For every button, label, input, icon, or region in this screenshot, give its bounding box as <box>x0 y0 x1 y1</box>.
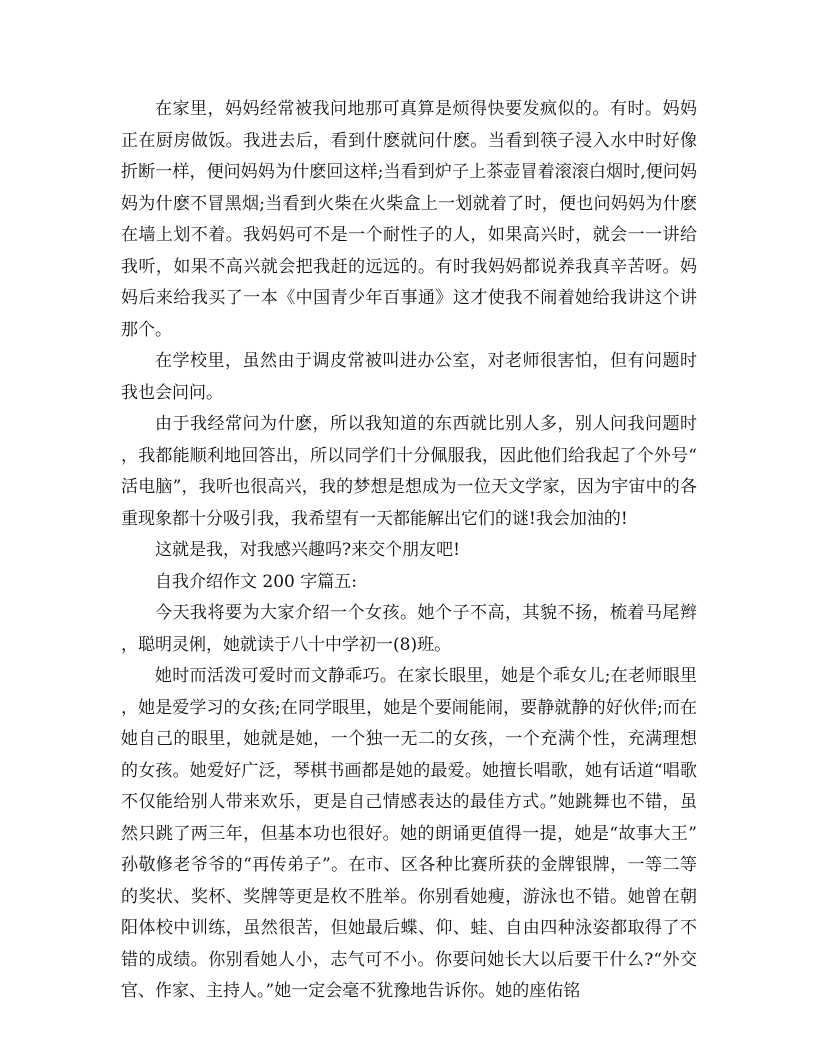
paragraph-girl-description: 她时而活泼可爱时而文静乖巧。在家长眼里，她是个乖女儿;在老师眼里，她是爱学习的女孩;在同学眼里，她是个要闹能闹，要静就静的好伙伴;而在她自己的眼里，她就是她，一个独一无二的女孩，一个充满个性，充满理想的女孩。她爱好广泛，琴棋书画都是她的最爱。她擅长唱歌，她有话道“唱歌不仅能给别人带来欢乐，更是自己情感表达的最佳方式。”她跳舞也不错，虽然只跳了两三年，但基本功也很好。她的朗诵更值得一提，她是“故事大王”孙敬修老爷爷的“再传弟子”。在市、区各种比赛所获的金牌银牌，一等二等的奖状、奖杯、奖牌等更是枚不胜举。你别看她瘦，游泳也不错。她曾在朝阳体校中训练，虽然很苦，但她最后蝶、仰、蛙、自由四种泳姿都取得了不错的成绩。你别看她人小，志气可不小。你要问她长大以后要干什么?“外交官、作家、主持人。”她一定会毫不犹豫地告诉你。她的座佑铭 <box>121 666 697 1001</box>
paragraph-make-friends: 这就是我，对我感兴趣吗?来交个朋友吧! <box>155 540 460 560</box>
paragraph-questions-at-school: 在学校里，虽然由于调皮常被叫进办公室，对老师很害怕，但有问题时我也会问问。 <box>121 351 697 403</box>
document-page <box>121 94 697 1008</box>
paragraph-questions-at-home: 在家里，妈妈经常被我问地那可真算是烦得快要发疯似的。有时。妈妈正在厨房做饭。我进去后，看到什麽就问什麽。当看到筷子浸入水中时好像折断一样，便问妈妈为什麽回这样;当看到炉子上茶壶冒着滚滚白烟时,便问妈妈为什麽不冒黑烟;当看到火柴在火柴盒上一划就着了时，便也问妈妈为什麽在墙上划不着。我妈妈可不是一个耐性子的人，如果高兴时，就会一一讲给我听，如果不高兴就会把我赶的远远的。有时我妈妈都说养我真辛苦呀。妈妈后来给我买了一本《中国青少年百事通》这才使我不闹着她给我讲这个讲那个。 <box>121 99 697 340</box>
paragraph-living-computer: 由于我经常问为什麽，所以我知道的东西就比别人多，别人问我问题时，我都能顺利地回答出，所以同学们十分佩服我，因此他们给我起了个外号“活电脑”，我听也很高兴，我的梦想是想成为一位天文学家，因为宇宙中的各重现象都十分吸引我，我希望有一天都能解出它们的谜!我会加油的! <box>121 414 697 529</box>
paragraph-introduce-girl: 今天我将要为大家介绍一个女孩。她个子不高，其貌不扬，梳着马尾辫，聪明灵俐，她就读于八十中学初一(8)班。 <box>121 603 697 655</box>
section-heading: 自我介绍作文 200 字篇五: <box>155 571 357 592</box>
